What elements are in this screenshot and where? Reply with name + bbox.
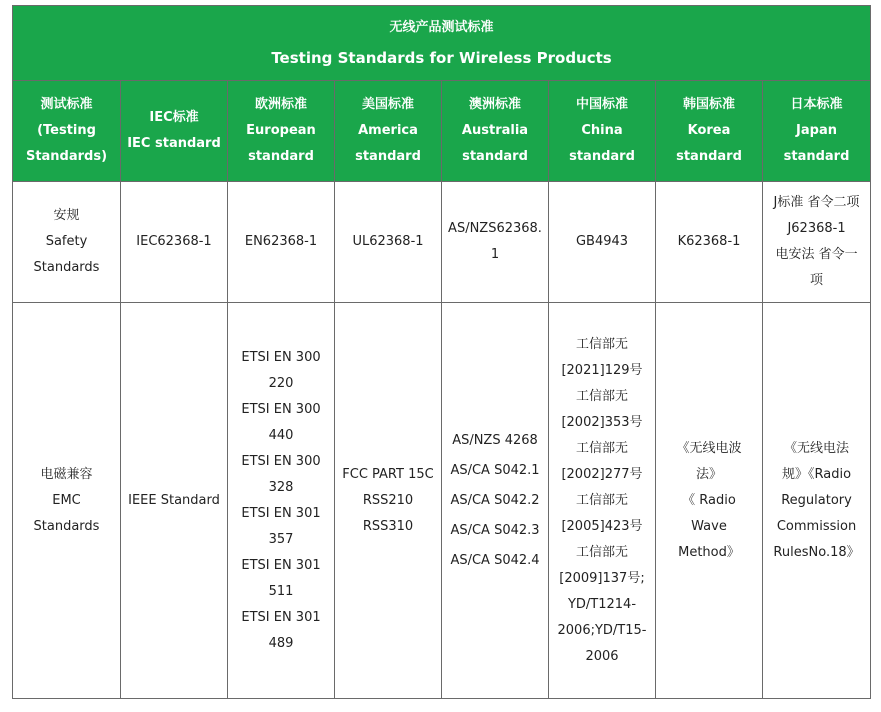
header-text: standard [569,149,635,164]
emc-iec [121,303,228,699]
cell-text: 2006;YD/T15- [557,622,647,638]
cell-text: J62368-1 [787,221,846,236]
header-text: 澳洲标准 [468,97,521,112]
emc-japan [763,303,871,699]
safety-korea [656,182,763,303]
header-text: America [358,123,418,138]
cell-text: [2009]137号; [559,570,645,586]
emc-australia [442,303,549,699]
cell-text: ETSI EN 301 [241,505,321,521]
cell-text: 工信部无 [575,492,628,508]
header-text: Korea [687,123,731,138]
cell-text: 规》《Radio [782,466,852,482]
cell-text: AS/NZS 4268 [452,432,538,448]
header-china [549,81,656,182]
header-text: Australia [461,123,529,138]
header-text: IEC标准 [149,110,199,125]
cell-text: RSS210 [362,492,414,508]
cell-text: 工信部无 [575,336,628,352]
title-english: Testing Standards for Wireless Products [271,49,612,67]
header-iec [121,81,228,182]
cell-text: Safety [45,234,88,249]
header-text: standard [248,149,314,164]
header-text: Japan [796,123,837,138]
cell-text: 《无线电法 [784,440,850,456]
cell-text: K62368-1 [677,234,741,249]
cell-text: 电安法 省令一 [775,247,858,262]
cell-text: Method》 [678,544,740,560]
header-text: European [246,123,316,138]
cell-text: EN62368-1 [244,234,318,249]
header-text: 日本标准 [790,97,843,112]
header-text: 韩国标准 [682,97,735,112]
safety-european [228,182,335,303]
cell-text: Regulatory [781,492,852,508]
cell-text: ETSI EN 300 [241,453,321,469]
cell-text: 电磁兼容 [40,466,93,482]
cell-text: ETSI EN 301 [241,609,321,625]
header-korea [656,81,763,182]
emc-european [228,303,335,699]
safety-iec [121,182,228,303]
emc-china [549,303,656,699]
cell-text: 《无线电波 [676,440,742,456]
cell-text: 工信部无 [575,440,628,456]
header-text: standard [783,149,850,164]
title-chinese: 无线产品测试标准 [389,20,494,35]
cell-text: ETSI EN 301 [241,557,321,573]
header-text: standard [676,149,742,164]
row-label-safety [13,182,121,303]
cell-text: AS/CA S042.3 [450,522,540,538]
header-text: 欧洲标准 [254,97,307,112]
header-australia [442,81,549,182]
cell-text: 2006 [585,648,619,664]
safety-japan [763,182,871,303]
header-japan [763,81,871,182]
cell-text: 357 [268,531,294,547]
cell-text: AS/CA S042.1 [450,462,540,478]
emc-korea [656,303,763,699]
cell-text: AS/NZS62368. [448,221,542,236]
header-text: China [581,123,623,138]
cell-text: FCC PART 15C [342,466,434,482]
cell-text: [2005]423号 [561,518,643,534]
cell-text: 安规 [53,208,80,223]
cell-text: 《 Radio [682,492,736,508]
cell-text: YD/T1214- [567,596,637,612]
cell-text: IEEE Standard [128,492,220,508]
cell-text: 489 [268,635,294,651]
cell-text: 1 [490,247,500,262]
cell-text: AS/CA S042.4 [450,552,540,568]
cell-text: ETSI EN 300 [241,401,321,417]
header-european [228,81,335,182]
emc-america [335,303,442,699]
header-text: standard [462,149,528,164]
header-text: 测试标准 [40,97,93,112]
cell-text: Standards [33,260,100,275]
cell-text: [2021]129号 [561,362,643,378]
cell-text: UL62368-1 [352,234,424,249]
cell-text: 工信部无 [575,544,628,560]
cell-text: 328 [268,479,294,495]
table-title [13,6,871,81]
cell-text: 项 [810,273,824,288]
safety-australia [442,182,549,303]
header-text: (Testing [37,123,96,138]
cell-text: EMC [52,492,81,508]
cell-text: 440 [268,427,294,443]
cell-text: Standards [33,518,100,534]
cell-text: 220 [268,375,294,391]
header-text: 中国标准 [575,97,628,112]
cell-text: ETSI EN 300 [241,349,321,365]
header-testing-standards [13,81,121,182]
cell-text: J标准 省令二项 [773,195,860,210]
standards-table [12,5,871,699]
cell-text: AS/CA S042.2 [450,492,540,508]
header-text: IEC standard [127,136,221,151]
cell-text: 511 [268,583,294,599]
cell-text: IEC62368-1 [136,234,212,249]
cell-text: [2002]277号 [561,466,643,482]
header-america [335,81,442,182]
cell-text: 工信部无 [575,388,628,404]
cell-text: 法》 [695,466,722,482]
header-text: standard [355,149,421,164]
safety-china [549,182,656,303]
cell-text: RulesNo.18》 [773,544,860,560]
row-label-emc [13,303,121,699]
cell-text: GB4943 [575,234,629,249]
header-text: Standards) [25,149,108,164]
cell-text: Commission [776,518,857,534]
cell-text: Wave [691,518,727,534]
cell-text: RSS310 [362,518,414,534]
cell-text: [2002]353号 [561,414,643,430]
header-text: 美国标准 [361,97,414,112]
safety-america [335,182,442,303]
